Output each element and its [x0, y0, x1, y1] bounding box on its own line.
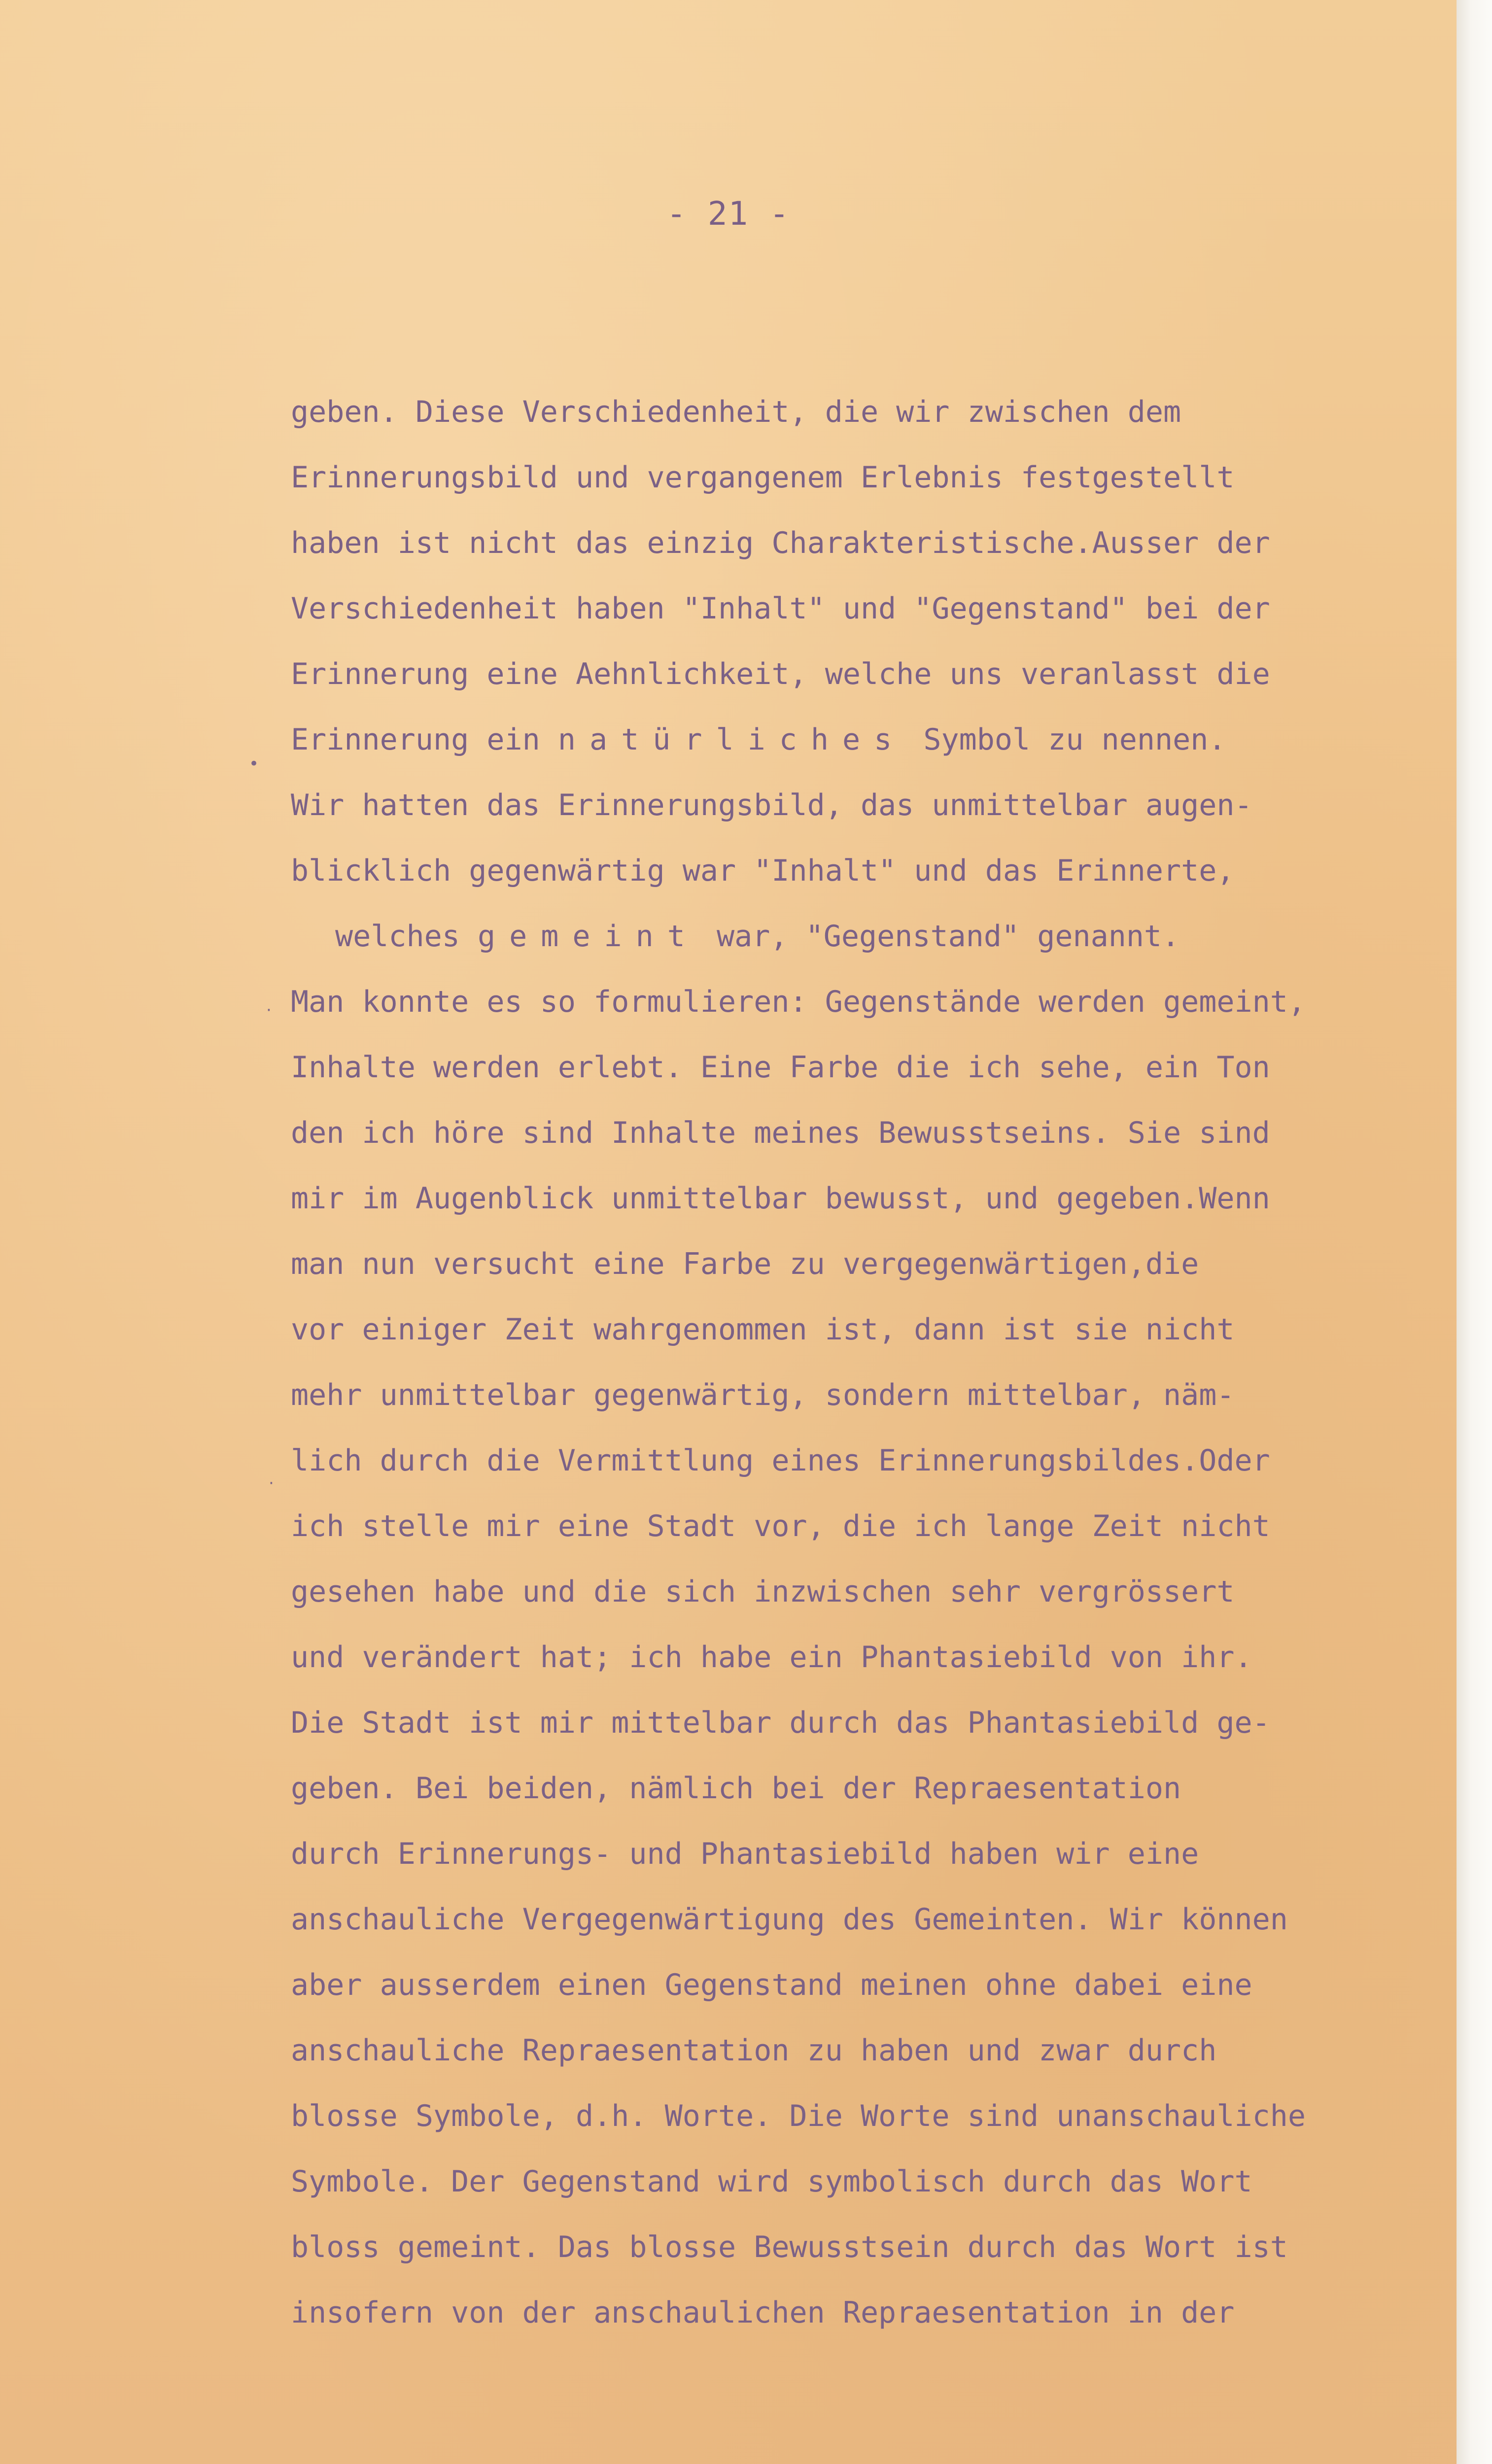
text-line: ich stelle mir eine Stadt vor, die ich lange Zeit nicht	[291, 1509, 1270, 1543]
text-line: Erinnerung eine Aehnlichkeit, welche uns veranlasst die	[291, 657, 1270, 691]
stray-mark: •	[249, 754, 259, 774]
text-line: gesehen habe und die sich inzwischen sehr vergrössert	[291, 1574, 1235, 1609]
text-line: man nun versucht eine Farbe zu vergegenwärtigen,die	[291, 1247, 1199, 1281]
text-line: mehr unmittelbar gegenwärtig, sondern mittelbar, näm-	[291, 1378, 1235, 1412]
text-line: haben ist nicht das einzig Charakteristische.Ausser der	[291, 526, 1270, 560]
stray-mark: ·	[269, 1473, 274, 1493]
emphasized-word: natürliches	[557, 722, 906, 757]
line-text: war, "Gegenstand" genannt.	[698, 919, 1180, 954]
page-number: - 21 -	[666, 195, 790, 233]
text-line: Wir hatten das Erinnerungsbild, das unmittelbar augen-	[291, 788, 1252, 822]
text-line: bloss gemeint. Das blosse Bewusstsein durch das Wort ist	[291, 2230, 1288, 2264]
text-line: Erinnerungsbild und vergangenem Erlebnis festgestellt	[291, 460, 1235, 495]
text-line: geben. Bei beiden, nämlich bei der Repraesentation	[291, 1771, 1181, 1806]
line-text: welches	[335, 919, 478, 954]
text-line: blosse Symbole, d.h. Worte. Die Worte sind unanschauliche	[291, 2099, 1306, 2133]
line-text: Erinnerung ein	[291, 722, 558, 757]
text-line	[291, 707, 1429, 773]
text-line: geben. Diese Verschiedenheit, die wir zwischen dem	[291, 395, 1181, 429]
text-line: anschauliche Repraesentation zu haben und zwar durch	[291, 2033, 1217, 2068]
text-line: lich durch die Vermittlung eines Erinnerungsbildes.Oder	[291, 1443, 1270, 1478]
text-line: Symbole. Der Gegenstand wird symbolisch durch das Wort	[291, 2164, 1252, 2199]
text-line: anschauliche Vergegenwärtigung des Gemeinten. Wir können	[291, 1902, 1288, 1937]
text-line: aber ausserdem einen Gegenstand meinen ohne dabei eine	[291, 1968, 1252, 2002]
text-line: Man konnte es so formulieren: Gegenstände werden gemeint,	[291, 985, 1306, 1019]
typewritten-body	[291, 379, 1429, 2346]
scan-margin	[1457, 0, 1492, 2464]
text-line	[291, 904, 1429, 969]
text-line: und verändert hat; ich habe ein Phantasiebild von ihr.	[291, 1640, 1252, 1675]
text-line: durch Erinnerungs- und Phantasiebild haben wir eine	[291, 1837, 1199, 1871]
stray-mark: ·	[266, 1000, 272, 1020]
text-line: den ich höre sind Inhalte meines Bewusstseins. Sie sind	[291, 1116, 1270, 1150]
text-line: blicklich gegenwärtig war "Inhalt" und das Erinnerte,	[291, 854, 1235, 888]
text-line: Verschiedenheit haben "Inhalt" und "Gegenstand" bei der	[291, 591, 1270, 626]
text-line: vor einiger Zeit wahrgenommen ist, dann ist sie nicht	[291, 1312, 1235, 1347]
line-text: Symbol zu nennen.	[905, 722, 1226, 757]
text-line: Inhalte werden erlebt. Eine Farbe die ich sehe, ein Ton	[291, 1050, 1270, 1085]
text-line: insofern von der anschaulichen Repraesentation in der	[291, 2295, 1235, 2330]
emphasized-word: gemeint	[477, 919, 699, 954]
text-line: Die Stadt ist mir mittelbar durch das Phantasiebild ge-	[291, 1706, 1270, 1740]
text-line: mir im Augenblick unmittelbar bewusst, und gegeben.Wenn	[291, 1181, 1270, 1216]
